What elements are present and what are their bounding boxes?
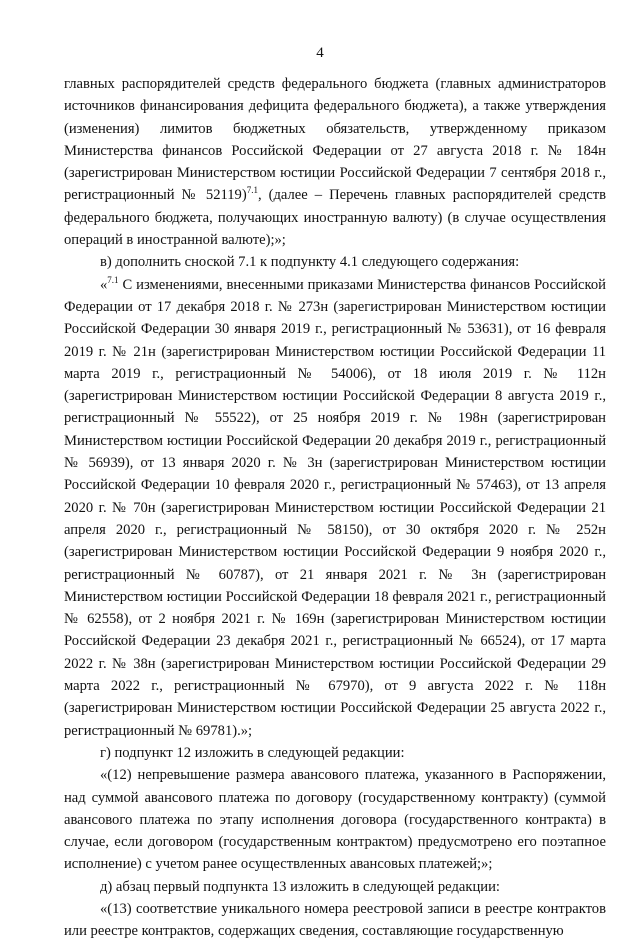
paragraph-3-footnote bbox=[64, 274, 606, 742]
paragraph-text: в) дополнить сноской 7.1 к подпункту 4.1 следующего содержания: bbox=[100, 254, 520, 271]
footnote-ref: 7.1 bbox=[246, 185, 258, 196]
paragraph-5 bbox=[64, 764, 606, 875]
paragraph-2 bbox=[64, 251, 606, 273]
quote-open: « bbox=[100, 276, 108, 293]
page-number: 4 bbox=[316, 45, 324, 61]
paragraph-text: д) абзац первый подпункта 13 изложить в следующей редакции: bbox=[100, 878, 500, 895]
paragraph-text-tail: , (далее – Перечень главных распорядителей средств федерального бюджета, получающих иностранную валюту) (в случае осуществления операций в иностранной валюте);»; bbox=[64, 187, 606, 249]
paragraph-1 bbox=[64, 73, 606, 251]
paragraph-text: главных распорядителей средств федерального бюджета (главных администраторов источников финансирования дефицита федерального бюджета), а также утверждения (изменения) лимитов бюджетных обязательств, утвержденному приказом Министерства финансов Российской Федерации от 27 августа 2018 г. № 184н (зарегистрирован Министерством юстиции Российской Федерации 7 сентября 2018 г., регистрационный № 52119) bbox=[64, 76, 606, 204]
paragraph-text: С изменениями, внесенными приказами Министерства финансов Российской Федерации от 17 декабря 2018 г. № 273н (зарегистрирован Министерством юстиции Российской Федерации 30 января 2019 г., регистрационный № 53631), от 16 февраля 2019 г. № 21н (зарегистрирован Министерством юстиции Российской Федерации 11 марта 2019 г., регистрационный № 54006), от 18 июля 2019 г. № 112н (зарегистрирован Министерством юстиции Российской Федерации 8 августа 2019 г., регистрационный № 55522), от 25 ноября 2019 г. № 198н (зарегистрирован Министерством юстиции Российской Федерации 20 декабря 2019 г., регистрационный № 56939), от 13 января 2020 г. № 3н (зарегистрирован Министерством юстиции Российской Федерации 10 февраля 2020 г., регистрационный № 57463), от 13 апреля 2020 г. № 70н (зарегистрирован Министерством юстиции Российской Федерации 21 апреля 2020 г., регистрационный № 58150), от 30 октября 2020 г. № 252н (зарегистрирован Министерством юстиции Российской Федерации 9 ноября 2020 г., регистрационный № 60787), от 21 января 2021 г. № 3н (зарегистрирован Министерством юстиции Российской Федерации 18 февраля 2021 г., регистрационный № 62558), от 2 ноября 2021 г. № 169н (зарегистрирован Министерством юстиции Российской Федерации 23 декабря 2021 г., регистрационный № 66524), от 17 марта 2022 г. № 38н (зарегистрирован Министерством юстиции Российской Федерации 29 марта 2022 г., регистрационный № 67970), от 9 августа 2022 г. № 118н (зарегистрирован Министерством юстиции Российской Федерации 25 августа 2022 г., регистрационный № 69781).»; bbox=[64, 276, 606, 739]
paragraph-text: «(12) непревышение размера авансового платежа, указанного в Распоряжении, над суммой авансового платежа по договору (государственному контракту) (суммой авансового платежа по этапу исполнения договора (государственного контракта) в случае, если договором (государственным контрактом) предусмотрено его поэтапное исполнение) с учетом ранее осуществленных авансовых платежей;»; bbox=[64, 767, 606, 873]
paragraph-6 bbox=[64, 876, 606, 898]
document-body bbox=[64, 73, 606, 943]
paragraph-text: г) подпункт 12 изложить в следующей редакции: bbox=[100, 744, 405, 761]
paragraph-text: «(13) соответствие уникального номера реестровой записи в реестре контрактов или реестре контрактов, содержащих сведения, составляющие государственную bbox=[64, 900, 606, 940]
paragraph-4 bbox=[64, 742, 606, 764]
footnote-ref: 7.1 bbox=[107, 274, 119, 285]
